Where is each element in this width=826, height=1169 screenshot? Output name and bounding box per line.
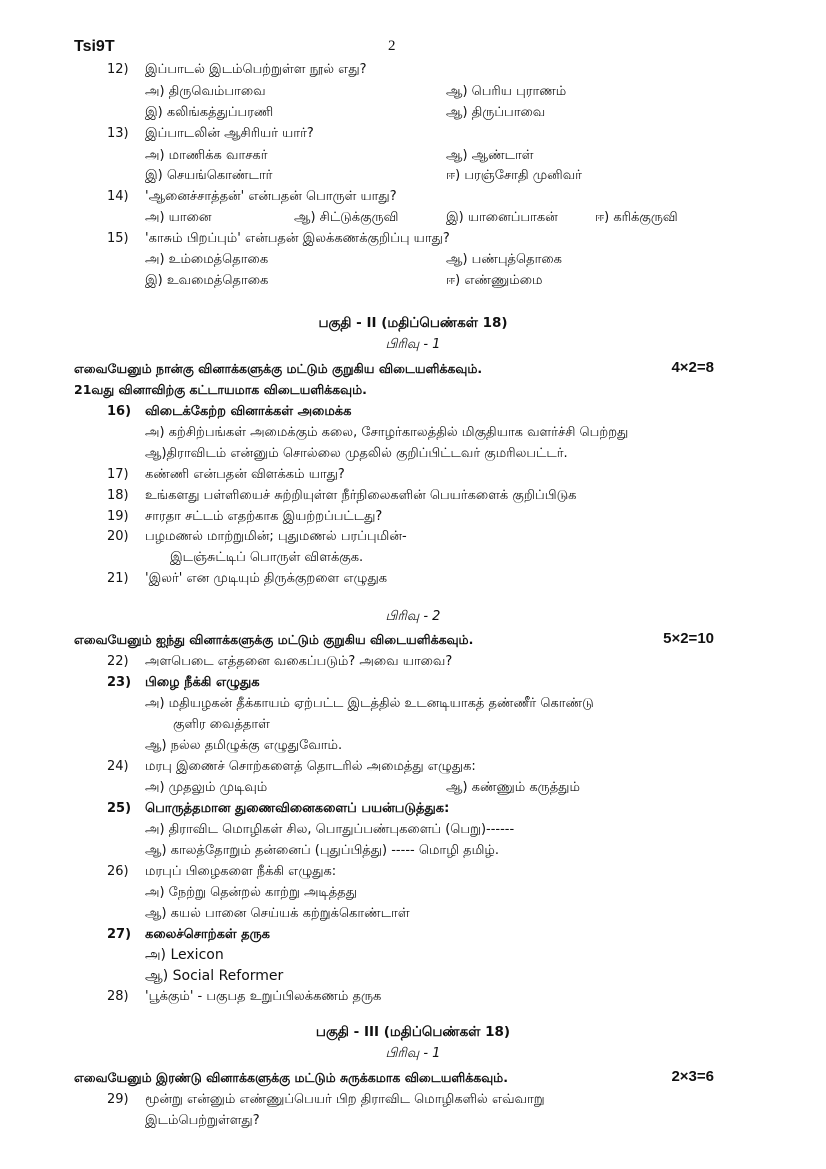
question-number: 22) xyxy=(107,654,129,669)
question-number: 13) xyxy=(107,126,129,141)
question-17 xyxy=(107,467,345,483)
question-text: பழமணல் மாற்றுமின்; புதுமணல் பரப்புமின்- xyxy=(145,529,407,544)
question-number: 16) xyxy=(107,404,132,419)
option: ஆ) பண்புத்தொகை xyxy=(446,252,562,267)
part-2-section-2-marks: 5×2=10 xyxy=(663,630,714,647)
question-12 xyxy=(107,62,367,78)
question-number: 12) xyxy=(107,62,129,77)
page-number: 2 xyxy=(388,38,396,54)
question-text: கண்ணி என்பதன் விளக்கம் யாது? xyxy=(145,467,345,482)
question-13 xyxy=(107,126,314,142)
sub-item: ஆ) Social Reformer xyxy=(145,968,284,984)
question-25 xyxy=(107,801,449,817)
sub-item: ஆ) காலத்தோறும் தன்னைப் (புதுப்பித்து) ----- மொழி தமிழ். xyxy=(145,843,499,858)
part-3-section-1-label: பிரிவு - 1 xyxy=(385,1046,441,1061)
sub-item-continuation: குளிர வைத்தாள் xyxy=(173,717,270,732)
question-number: 21) xyxy=(107,571,129,586)
question-27 xyxy=(107,927,270,943)
part-2-section-2-label: பிரிவு - 2 xyxy=(385,609,441,624)
question-number: 18) xyxy=(107,488,129,503)
part-2-section-1-label: பிரிவு - 1 xyxy=(385,337,441,352)
question-number: 26) xyxy=(107,864,129,879)
sub-item: ஆ)திராவிடம் என்னும் சொல்லை முதலில் குறிப்பிட்டவர் குமரிலபட்டர். xyxy=(145,446,568,461)
part-2-compulsory-note: 21வது வினாவிற்கு கட்டாயமாக விடையளிக்கவும். xyxy=(74,382,367,397)
question-24 xyxy=(107,759,476,775)
option: அ) உம்மைத்தொகை xyxy=(145,252,269,267)
question-number: 25) xyxy=(107,801,132,816)
sub-item: ஆ) நல்ல தமிழுக்கு எழுதுவோம். xyxy=(145,738,343,753)
question-number: 27) xyxy=(107,927,132,942)
question-number: 20) xyxy=(107,529,129,544)
question-text: மூன்று என்னும் எண்ணுப்பெயர் பிற திராவிட மொழிகளில் எவ்வாறு xyxy=(145,1092,545,1107)
option: அ) திருவெம்பாவை xyxy=(145,84,266,99)
part-3-title: பகுதி - III (மதிப்பெண்கள் 18) xyxy=(315,1024,511,1040)
option: அ) யானை xyxy=(145,210,212,225)
question-number: 28) xyxy=(107,989,129,1004)
part-3-section-1-instruction: எவையேனும் இரண்டு வினாக்களுக்கு மட்டும் சுருக்கமாக விடையளிக்கவும். xyxy=(74,1070,508,1085)
option: இ) கலிங்கத்துப்பரணி xyxy=(145,105,274,120)
question-number: 15) xyxy=(107,231,129,246)
question-21 xyxy=(107,571,387,587)
question-text: இப்பாடல் இடம்பெற்றுள்ள நூல் எது? xyxy=(145,62,367,77)
option: இ) செயங்கொண்டார் xyxy=(145,168,273,183)
option: ஈ) பரஞ்சோதி முனிவர் xyxy=(446,168,582,183)
part-2-section-2-instruction: எவையேனும் ஐந்து வினாக்களுக்கு மட்டும் குறுகிய விடையளிக்கவும். xyxy=(74,632,474,647)
sub-item: அ) திராவிட மொழிகள் சில, பொதுப்பண்புகளைப் (பெறு)------ xyxy=(145,822,515,837)
sub-item: ஆ) கயல் பானை செய்யக் கற்றுக்கொண்டாள் xyxy=(145,906,410,921)
question-18 xyxy=(107,488,576,504)
question-number: 14) xyxy=(107,189,129,204)
option: அ) மாணிக்க வாசகர் xyxy=(145,148,268,163)
sub-item: அ) நேற்று தென்றல் காற்று அடித்தது xyxy=(145,885,357,900)
option: இ) உவமைத்தொகை xyxy=(145,273,269,288)
question-text: இப்பாடலின் ஆசிரியர் யார்? xyxy=(145,126,314,141)
question-number: 19) xyxy=(107,509,129,524)
sub-item: அ) Lexicon xyxy=(145,947,224,963)
question-continuation: இடஞ்சுட்டிப் பொருள் விளக்குக. xyxy=(170,550,364,565)
question-text: கலைச்சொற்கள் தருக xyxy=(145,927,270,942)
part-2-title: பகுதி - II (மதிப்பெண்கள் 18) xyxy=(318,315,508,331)
sub-item: அ) மதியழகன் தீக்காயம் ஏற்பட்ட இடத்தில் உடனடியாகத் தண்ணீர் கொண்டு xyxy=(145,696,594,711)
question-text: விடைக்கேற்ற வினாக்கள் அமைக்க xyxy=(145,404,352,419)
sub-item: அ) கற்சிற்பங்கள் அமைக்கும் கலை, சோழர்காலத்தில் மிகுதியாக வளர்ச்சி பெற்றது xyxy=(145,425,629,440)
part-2-section-1-instruction: எவையேனும் நான்கு வினாக்களுக்கு மட்டும் குறுகிய விடையளிக்கவும். xyxy=(74,361,483,376)
question-text: 'ஆனைச்சாத்தன்' என்பதன் பொருள் யாது? xyxy=(145,189,397,204)
question-16 xyxy=(107,404,351,420)
option: ஆ) பெரிய புராணம் xyxy=(446,84,567,99)
question-number: 23) xyxy=(107,675,132,690)
question-23 xyxy=(107,675,260,691)
question-15 xyxy=(107,231,450,247)
sub-item: ஆ) கண்ணும் கருத்தும் xyxy=(446,780,580,795)
question-20 xyxy=(107,529,407,545)
question-text: பொருத்தமான துணைவினைகளைப் பயன்படுத்துக: xyxy=(145,801,450,816)
question-text: சாரதா சட்டம் எதற்காக இயற்றப்பட்டது? xyxy=(145,509,383,524)
question-number: 29) xyxy=(107,1092,129,1107)
part-3-section-1-marks: 2×3=6 xyxy=(671,1068,714,1085)
question-text: அளபெடை எத்தனை வகைப்படும்? அவை யாவை? xyxy=(145,654,453,669)
question-continuation: இடம்பெற்றுள்ளது? xyxy=(145,1113,260,1128)
option: ஈ) எண்ணும்மை xyxy=(446,273,543,288)
exam-code: Tsi9T xyxy=(74,38,115,55)
option: ஆ) சிட்டுக்குருவி xyxy=(294,210,399,225)
question-text: மரபு இணைச் சொற்களைத் தொடரில் அமைத்து எழுதுக: xyxy=(145,759,476,774)
question-text: 'இலர்' என முடியும் திருக்குறளை எழுதுக xyxy=(145,571,388,586)
question-text: 'காசும் பிறப்பும்' என்பதன் இலக்கணக்குறிப்பு யாது? xyxy=(145,231,450,246)
sub-item: அ) முதலும் முடிவும் xyxy=(145,780,268,795)
question-22 xyxy=(107,654,452,670)
question-26 xyxy=(107,864,336,880)
question-28 xyxy=(107,989,381,1005)
question-29 xyxy=(107,1092,545,1108)
option: ஆ) திருப்பாவை xyxy=(446,105,546,120)
option: இ) யானைப்பாகன் xyxy=(446,210,558,225)
question-text: பிழை நீக்கி எழுதுக xyxy=(145,675,260,690)
question-number: 17) xyxy=(107,467,129,482)
option: ஈ) கரிக்குருவி xyxy=(595,210,678,225)
question-text: மரபுப் பிழைகளை நீக்கி எழுதுக: xyxy=(145,864,337,879)
question-19 xyxy=(107,509,382,525)
question-number: 24) xyxy=(107,759,129,774)
question-text: 'பூக்கும்' - பகுபத உறுப்பிலக்கணம் தருக xyxy=(145,989,382,1004)
option: ஆ) ஆண்டாள் xyxy=(446,148,534,163)
question-14 xyxy=(107,189,397,205)
question-text: உங்களது பள்ளியைச் சுற்றியுள்ள நீர்நிலைகளின் பெயர்களைக் குறிப்பிடுக xyxy=(145,488,577,503)
part-2-section-1-marks: 4×2=8 xyxy=(671,359,714,376)
